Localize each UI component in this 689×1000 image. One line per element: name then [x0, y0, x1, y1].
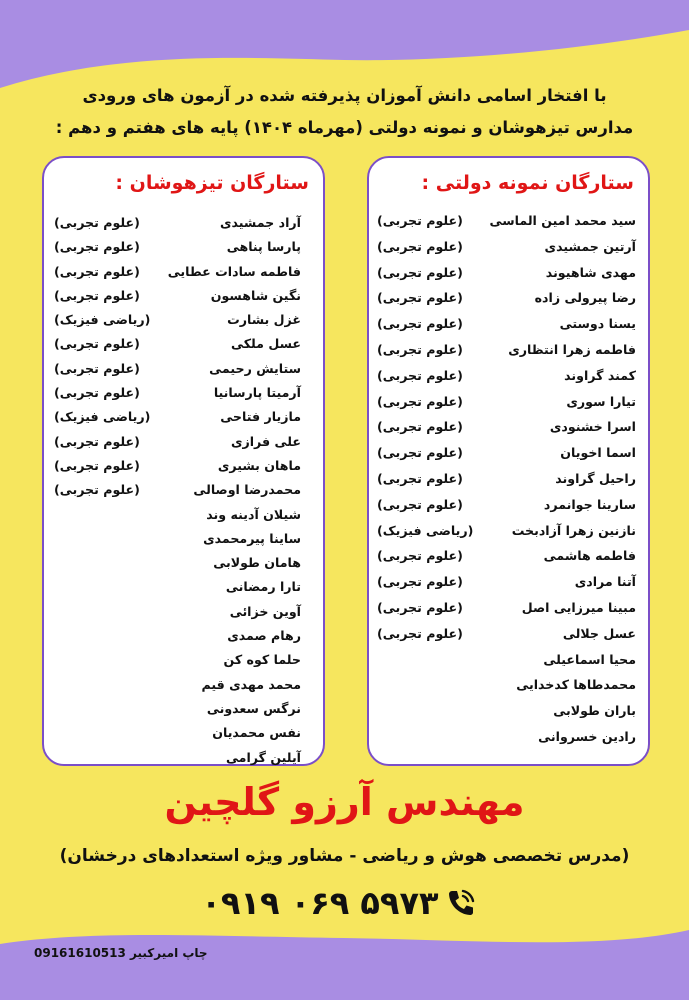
student-name: محمدطاها کدخدایی	[516, 677, 636, 693]
student-field: (علوم تجربی)	[54, 263, 140, 279]
student-field: (علوم تجربی)	[377, 316, 463, 332]
student-name: علی فرازی	[230, 433, 301, 449]
student-row	[377, 313, 636, 339]
student-name: عسل جلالی	[562, 625, 636, 641]
student-name: آرتین جمشیدی	[544, 238, 636, 254]
student-field: (علوم تجربی)	[377, 625, 463, 641]
student-name: نگین شاهسون	[210, 287, 301, 303]
student-row	[54, 236, 301, 260]
phone-icon	[444, 886, 478, 920]
student-name: غزل بشارت	[227, 312, 301, 328]
student-field: (ریاضی فیزیک)	[377, 522, 474, 538]
student-row	[377, 623, 636, 649]
student-row	[54, 649, 301, 673]
student-name: نفس محمدیان	[212, 725, 301, 741]
student-row	[54, 504, 301, 528]
student-row	[54, 625, 301, 649]
student-field: (علوم تجربی)	[54, 433, 140, 449]
student-name: مهدی شاهیوند	[545, 264, 636, 280]
student-name: محیا اسماعیلی	[543, 651, 636, 667]
student-row	[54, 431, 301, 455]
student-name: ستایش رحیمی	[209, 360, 301, 376]
student-row	[377, 236, 636, 262]
student-name: فاطمه سادات عطایی	[167, 263, 301, 279]
student-row	[377, 416, 636, 442]
student-row	[377, 649, 636, 675]
student-row	[377, 726, 636, 752]
student-row	[54, 698, 301, 722]
student-row	[377, 262, 636, 288]
student-field: (علوم تجربی)	[377, 264, 463, 280]
tizhooshan-title: ستارگان تیزهوشان :	[115, 172, 309, 194]
student-name: راحیل گراوند	[555, 470, 636, 486]
header-line-2: مدارس تیزهوشان و نمونه دولتی (مهرماه ۱۴۰۴) پایه های هفتم و دهم :	[55, 118, 634, 137]
student-name: آیلین گرامی	[225, 749, 301, 765]
teacher-name: مهندس آرزو گلچین	[164, 780, 525, 824]
student-name: حلما کوه کن	[223, 652, 301, 668]
student-field: (ریاضی فیزیک)	[54, 409, 151, 425]
student-row	[377, 520, 636, 546]
student-row	[54, 285, 301, 309]
student-field: (علوم تجربی)	[54, 215, 140, 230]
student-name: باران طولابی	[553, 703, 636, 719]
student-row	[54, 358, 301, 382]
student-field: (علوم تجربی)	[377, 238, 463, 254]
student-name: تارا رمضانی	[225, 579, 301, 595]
student-name: آرمیتا پارسانیا	[213, 385, 301, 401]
student-row	[377, 442, 636, 468]
header-line-1: با افتخار اسامی دانش آموزان پذیرفته شده در آزمون های ورودی	[82, 86, 607, 105]
student-row	[54, 552, 301, 576]
student-row	[54, 261, 301, 285]
student-name: شیلان آدینه وند	[206, 506, 301, 522]
student-name: آراد جمشیدی	[219, 215, 301, 230]
student-field: (علوم تجربی)	[377, 213, 463, 228]
student-field: (علوم تجربی)	[54, 457, 140, 473]
student-row	[54, 479, 301, 503]
student-field: (علوم تجربی)	[377, 290, 463, 306]
student-name: فاطمه هاشمی	[543, 548, 636, 564]
tizhooshan-panel	[42, 156, 325, 766]
student-field: (ریاضی فیزیک)	[54, 312, 151, 328]
student-name: رادین خسروانی	[538, 728, 636, 744]
student-field: (علوم تجربی)	[377, 419, 463, 435]
student-name: ساینا پیرمحمدی	[203, 530, 301, 546]
student-row	[54, 406, 301, 430]
student-row	[377, 287, 636, 313]
student-name: رهام صمدی	[227, 628, 301, 644]
header	[20, 80, 669, 144]
student-name: اسما اخویان	[560, 445, 636, 461]
student-row	[377, 210, 636, 236]
student-row	[377, 339, 636, 365]
student-name: اسرا خشنودی	[549, 419, 636, 435]
student-row	[377, 468, 636, 494]
student-name: هامان طولابی	[213, 555, 301, 571]
student-row	[54, 722, 301, 746]
nemooneh-title: ستارگان نمونه دولتی :	[421, 172, 634, 194]
nemooneh-panel	[367, 156, 650, 766]
teacher-subtitle: (مدرس تخصصی هوش و ریاضی - مشاور ویژه استعدادهای درخشان)	[59, 846, 630, 866]
student-row	[377, 494, 636, 520]
student-name: مازیار فتاحی	[220, 409, 301, 425]
student-row	[54, 455, 301, 479]
student-row	[377, 545, 636, 571]
tizhooshan-list	[54, 212, 301, 771]
student-row	[54, 333, 301, 357]
student-field: (علوم تجربی)	[377, 341, 463, 357]
student-name: کمند گراوند	[564, 367, 636, 383]
student-field: (علوم تجربی)	[377, 496, 463, 512]
student-row	[54, 576, 301, 600]
student-field: (علوم تجربی)	[377, 548, 463, 564]
student-name: محمدرضا اوصالی	[193, 482, 301, 498]
student-row	[54, 309, 301, 333]
student-row	[377, 365, 636, 391]
student-name: سارینا جوانمرد	[543, 496, 636, 512]
student-field: (علوم تجربی)	[54, 360, 140, 376]
student-field: (علوم تجربی)	[54, 239, 140, 255]
student-name: سید محمد امین الماسی	[489, 213, 636, 228]
student-name: آوین خزائی	[229, 603, 301, 619]
student-name: عسل ملکی	[230, 336, 301, 352]
nemooneh-list	[377, 210, 636, 752]
student-name: مبینا میرزایی اصل	[521, 599, 636, 615]
student-row	[54, 674, 301, 698]
student-row	[377, 674, 636, 700]
student-name: ماهان بشیری	[217, 457, 301, 473]
student-name: تیارا سوری	[566, 393, 636, 409]
student-field: (علوم تجربی)	[377, 445, 463, 461]
student-row	[377, 597, 636, 623]
student-row	[377, 391, 636, 417]
student-row	[54, 382, 301, 406]
student-field: (علوم تجربی)	[54, 287, 140, 303]
student-row	[54, 528, 301, 552]
student-name: یسنا دوستی	[559, 316, 636, 332]
student-row	[54, 747, 301, 771]
student-field: (علوم تجربی)	[54, 482, 140, 498]
student-name: نرگس سعدونی	[206, 700, 301, 716]
student-row	[377, 571, 636, 597]
student-field: (علوم تجربی)	[54, 385, 140, 401]
student-name: آتنا مرادی	[574, 574, 636, 590]
print-shop-credit: چاپ امیرکبیر 09161610513	[34, 946, 208, 960]
student-row	[54, 212, 301, 236]
student-name: پارسا پناهی	[226, 239, 301, 255]
student-row	[377, 700, 636, 726]
student-field: (علوم تجربی)	[54, 336, 140, 352]
student-name: رضا پیرولی زاده	[534, 290, 636, 306]
phone-number[interactable]: ۰۹۱۹ ۰۶۹ ۵۹۷۳	[201, 884, 439, 922]
student-field: (علوم تجربی)	[377, 574, 463, 590]
student-row	[54, 601, 301, 625]
student-field: (علوم تجربی)	[377, 470, 463, 486]
student-name: محمد مهدی قیم	[201, 676, 301, 692]
student-field: (علوم تجربی)	[377, 393, 463, 409]
contact	[0, 884, 689, 922]
student-name: فاطمه زهرا انتظاری	[508, 341, 636, 357]
student-field: (علوم تجربی)	[377, 367, 463, 383]
student-name: نازنین زهرا آزادبخت	[511, 522, 636, 538]
student-field: (علوم تجربی)	[377, 599, 463, 615]
